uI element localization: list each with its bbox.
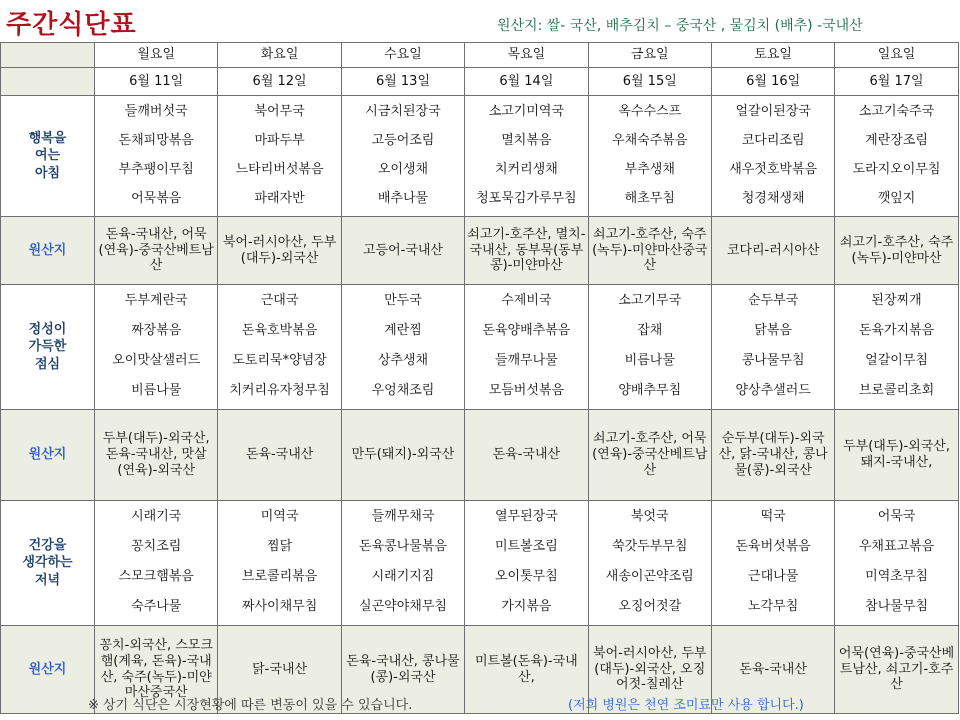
date-cell: 6월 16일 [711,68,834,96]
menu-item: 양배추무침 [618,383,682,398]
menu-item: 오이맛살샐러드 [112,353,201,368]
menu-item: 짜장볶음 [131,323,182,338]
menu-item: 우엉채조림 [371,383,435,398]
menu-item: 실곤약야채무침 [359,599,447,614]
menu-item: 짜사이채무침 [241,599,318,614]
menu-cell [341,285,464,410]
menu-cell [218,96,341,217]
menu-cell [465,285,588,410]
meal-label-line: 건강을 [28,537,67,553]
menu-cell [95,501,218,626]
menu-table [0,42,959,714]
menu-item: 시래기국 [131,509,182,524]
origin-cell: 꽁치-외국산, 스모크햄(계육, 돈육)-국내산, 숙주(녹두)-미얀마산중국산 [95,626,218,714]
menu-item: 돈육호박볶음 [241,323,318,338]
menu-cell [218,285,341,410]
menu-item: 비름나물 [624,353,675,368]
menu-item: 미트볼조림 [494,539,558,554]
origin-cell: 고등어-국내산 [341,217,464,285]
menu-item: 옥수수스프 [618,104,682,119]
menu-item: 양상추샐러드 [735,383,811,398]
menu-item: 얼갈이된장국 [735,104,811,119]
menu-item: 소고기미역국 [488,104,565,119]
day-header: 화요일 [218,43,341,68]
menu-item: 북엇국 [630,509,669,524]
menu-cell [588,501,711,626]
menu-item: 우채숙주볶음 [612,133,688,148]
menu-item: 노각무침 [748,599,799,614]
menu-item: 모듬버섯볶음 [488,383,565,398]
date-cell: 6월 12일 [218,68,341,96]
origin-cell: 돈육-국내산 [218,410,341,501]
menu-item: 우채표고볶음 [858,539,935,554]
menu-cell [711,285,834,410]
menu-cell [95,285,218,410]
meal-label [1,285,95,410]
menu-item: 순두부국 [748,293,799,308]
menu-item: 돈채피망볶음 [118,133,194,148]
menu-item: 상추생채 [377,353,429,368]
menu-cell [341,96,464,217]
meal-label-line: 행복을 [28,130,67,146]
origin-cell: 북어-러시아산, 두부(대두)-외국산 [218,217,341,285]
day-header: 월요일 [95,43,218,68]
day-header-row [1,43,959,68]
menu-item: 배추나물 [377,191,429,206]
menu-item: 들깨버섯국 [124,104,188,119]
origin-cell: 코다리-러시아산 [711,217,834,285]
menu-item: 치커리생채 [494,162,558,177]
menu-item: 도라지오이무침 [852,162,941,177]
menu-item: 북어무국 [254,104,305,119]
footer-seasoning-note: (저희 병원은 천연 조미료만 사용 합니다.) [568,698,804,713]
date-row [1,68,959,96]
day-header: 일요일 [835,43,958,68]
menu-item: 가지볶음 [501,599,552,614]
meal-row-dinner [1,501,959,626]
meal-label [1,501,95,626]
origin-cell: 돈육-국내산 [711,626,834,714]
day-header: 금요일 [588,43,711,68]
menu-item: 고등어조림 [371,133,435,148]
meal-label-line: 여는 [34,148,61,164]
menu-item: 숙주나물 [131,599,182,614]
menu-cell [711,96,834,217]
menu-item: 소고기숙주국 [858,104,935,119]
menu-item: 치커리유자청무침 [229,383,330,398]
meal-label [1,96,95,217]
menu-item: 오이생채 [377,162,429,177]
origin-cell: 만두(돼지)-외국산 [341,410,464,501]
menu-item: 수제비국 [501,293,552,308]
menu-item: 소고기무국 [618,293,682,308]
menu-item: 마파두부 [254,133,305,148]
menu-item: 브로콜리초회 [858,383,935,398]
menu-cell [465,501,588,626]
day-header: 수요일 [341,43,464,68]
menu-cell [835,96,958,217]
menu-cell [711,501,834,626]
menu-item: 참나물무침 [865,599,928,614]
origin-cell: 돈육-국내산 [465,410,588,501]
menu-item: 부추팽이무침 [118,162,194,177]
origin-cell: 돈육-국내산, 콩나물(콩)-외국산 [341,626,464,714]
menu-cell [588,96,711,217]
menu-item: 된장찌개 [871,293,922,308]
menu-item: 열무된장국 [494,509,558,524]
meal-label-line: 정성이 [28,321,67,337]
menu-item: 만두국 [384,293,422,308]
corner-cell [1,43,95,68]
menu-item: 오이톳무침 [494,569,558,584]
menu-item: 새송이곤약조림 [605,569,694,584]
menu-cell [341,501,464,626]
menu-item: 잡채 [637,323,663,338]
origin-note: 원산지: 쌀- 국산, 배추김치 – 중국산 , 물김치 (배추) -국내산 [497,18,863,34]
page-title: 주간식단표 [6,10,137,40]
origin-cell: 미트볼(돈육)-국내산, [465,626,588,714]
origin-label: 원산지 [1,217,95,285]
origin-cell: 두부(대두)-외국산, 돼지-국내산, [835,410,958,501]
menu-item: 어묵국 [877,509,916,524]
meal-label-line: 아침 [34,165,61,181]
menu-item: 돈육버섯볶음 [735,539,811,554]
menu-item: 시래기지짐 [371,569,435,584]
menu-item: 찜닭 [267,539,293,554]
menu-item: 꽁치조림 [131,539,182,554]
date-cell: 6월 17일 [835,68,958,96]
menu-item: 스모크햄볶음 [118,569,194,584]
day-header: 토요일 [711,43,834,68]
day-header: 목요일 [465,43,588,68]
menu-item: 들깨무나물 [494,353,558,368]
date-cell: 6월 11일 [95,68,218,96]
menu-item: 돈육콩나물볶음 [359,539,447,554]
meal-row-lunch [1,285,959,410]
corner-cell [1,68,95,96]
menu-cell [835,285,958,410]
menu-cell [465,96,588,217]
menu-item: 콩나물무침 [741,353,805,368]
menu-item: 근대나물 [748,569,799,584]
menu-item: 들깨무채국 [371,509,435,524]
menu-item: 미역국 [260,509,299,524]
meal-row-breakfast [1,96,959,217]
menu-item: 브로콜리볶음 [241,569,318,584]
menu-item: 미역초무침 [865,569,928,584]
meal-label-line: 생각하는 [22,555,73,571]
origin-cell: 쇠고기-호주산, 숙주(녹두)-미얀마산중국산 [588,217,711,285]
origin-label: 원산지 [1,410,95,501]
menu-cell [835,501,958,626]
menu-item: 쑥갓두부무침 [612,539,688,554]
origin-cell: 닭-국내산 [218,626,341,714]
origin-label: 원산지 [1,626,95,714]
origin-cell: 두부(대두)-외국산, 돈육-국내산, 맛살(연육)-외국산 [95,410,218,501]
menu-item: 근대국 [260,293,299,308]
footer-notice: ※ 상기 식단은 시장현황에 따른 변동이 있을 수 있습니다. [88,698,413,713]
menu-item: 멸치볶음 [501,133,552,148]
menu-item: 계란장조림 [865,133,928,148]
menu-item: 느타리버섯볶음 [235,162,324,177]
menu-item: 시금치된장국 [365,104,441,119]
meal-label-line: 가득한 [28,339,67,355]
date-cell: 6월 13일 [341,68,464,96]
menu-item: 해초무침 [624,191,675,206]
origin-cell: 쇠고기-호주산, 어묵(연육)-중국산베트남산 [588,410,711,501]
menu-item: 두부계란국 [124,293,188,308]
menu-item: 청경채생채 [741,191,805,206]
menu-item: 어묵볶음 [131,191,182,206]
menu-item: 깻잎지 [877,191,916,206]
menu-cell [95,96,218,217]
origin-cell: 돈육-국내산, 어묵(연육)-중국산베트남산 [95,217,218,285]
menu-item: 떡국 [760,509,786,524]
menu-item: 파래자반 [254,191,305,206]
meal-label-line: 저녁 [34,572,61,588]
meal-label-line: 점심 [34,356,61,372]
menu-cell [588,285,711,410]
menu-item: 청포묵김가루무침 [476,191,577,206]
date-cell: 6월 14일 [465,68,588,96]
menu-item: 새우젓호박볶음 [729,162,818,177]
menu-item: 부추생채 [624,162,675,177]
menu-item: 돈육양배추볶음 [482,323,571,338]
menu-item: 비름나물 [131,383,182,398]
menu-item: 코다리조림 [741,133,805,148]
menu-item: 얼갈이무침 [865,353,928,368]
origin-row [1,217,959,285]
menu-item: 계란찜 [384,323,422,338]
menu-item: 돈육가지볶음 [858,323,935,338]
date-cell: 6월 15일 [588,68,711,96]
menu-cell [218,501,341,626]
origin-cell: 쇠고기-호주산, 숙주(녹두)-미얀마산 [835,217,958,285]
origin-cell: 쇠고기-호주산, 멸치-국내산, 동부묵(동부콩)-미얀마산 [465,217,588,285]
menu-item: 닭볶음 [754,323,792,338]
menu-item: 도토리묵*양념장 [232,353,327,368]
menu-item: 오징어젓갈 [618,599,682,614]
origin-cell: 순두부(대두)-외국산, 닭-국내산, 콩나물(콩)-외국산 [711,410,834,501]
origin-cell: 어묵(연육)-중국산베트남산, 쇠고기-호주산 [835,626,958,714]
origin-row [1,410,959,501]
origin-cell: 북어-러시아산, 두부(대두)-외국산, 오징어젓-칠레산 [588,626,711,714]
